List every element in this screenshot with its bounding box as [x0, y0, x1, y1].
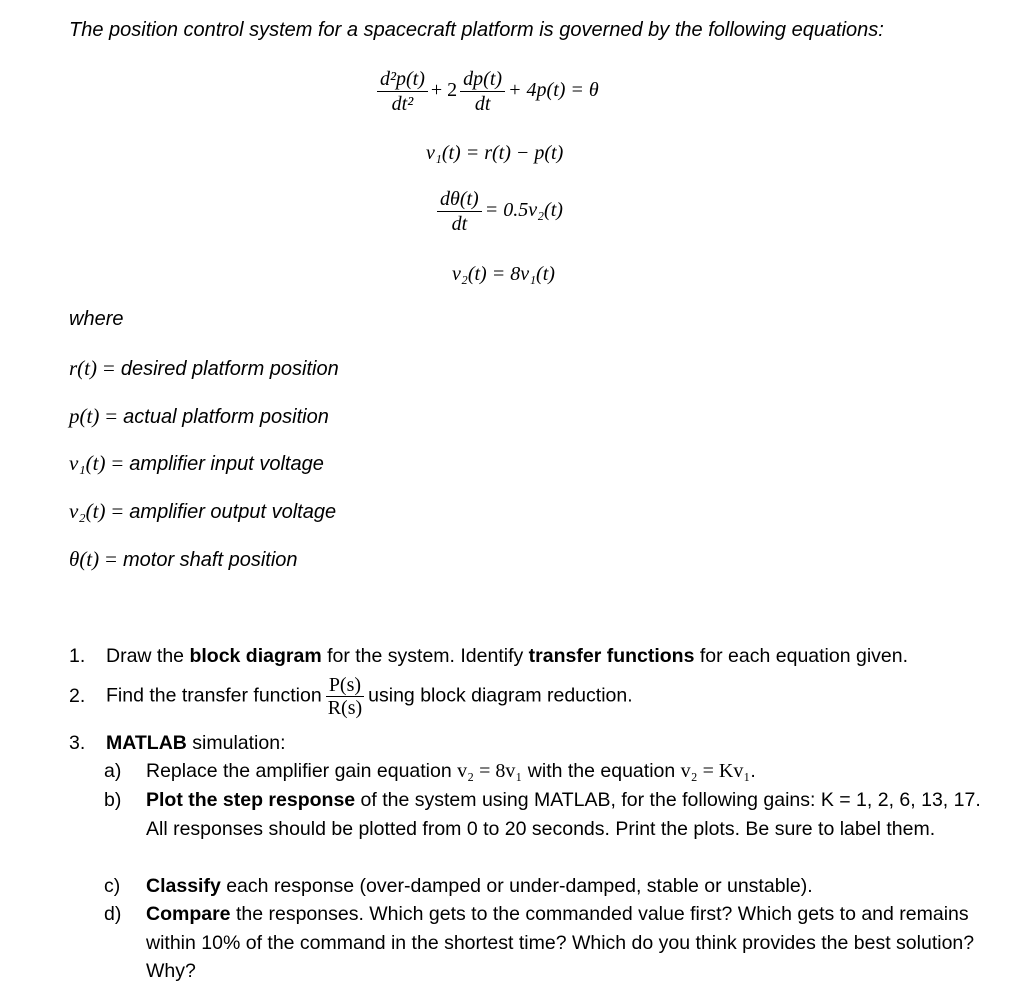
definition-v1 — [69, 451, 324, 476]
definition-p — [69, 404, 329, 429]
eq1-fraction-2 — [460, 67, 505, 116]
def-equals: = — [111, 451, 124, 475]
q3a-text-3: . — [750, 760, 756, 782]
question-3a — [104, 757, 994, 786]
q1-number: 1. — [69, 645, 86, 667]
question-2 — [69, 674, 633, 719]
q3d-body — [146, 900, 986, 986]
equation-2: v₁(t) = r(t) − p(t) — [426, 142, 564, 164]
q3a-math-1: v₂ = 8v₁ — [457, 760, 523, 782]
q3a-text-1: Replace the amplifier gain equation — [146, 760, 458, 782]
question-1 — [69, 642, 908, 670]
q3b-bold: Plot the step response — [146, 789, 356, 811]
equation-4: v₂(t) = 8v₁(t) — [452, 263, 555, 285]
eq1-fraction-1 — [377, 67, 428, 116]
def-symbol: θ(t) — [69, 547, 100, 571]
def-symbol: p(t) — [69, 404, 100, 428]
def-text: amplifier output voltage — [129, 501, 337, 523]
eq1-den2: dt — [474, 93, 491, 115]
q3b-label: b) — [104, 789, 122, 811]
q2-fraction — [326, 674, 364, 719]
q3b-text: of the system using MATLAB, for the following gains: K = 1, 2, 6, 13, 17. All responses should be plotted from 0 to 20 seconds. Print the plots. Be sure to label them. — [146, 789, 981, 840]
q3c-bold: Classify — [146, 875, 221, 897]
def-equals: = — [111, 499, 124, 523]
def-equals: = — [103, 356, 115, 380]
q1-text-2: for the system. Identify — [321, 645, 529, 667]
q3b-body — [146, 786, 986, 843]
def-text: amplifier input voltage — [129, 453, 324, 475]
eq1-num1: d²p(t) — [377, 67, 428, 92]
eq1-mid: + 2 — [430, 79, 458, 102]
q3c-body — [146, 872, 986, 901]
def-symbol: v₁(t) — [69, 451, 106, 475]
eq3-fraction — [437, 187, 482, 236]
q3a-math-2: v₂ = Kv₁ — [680, 760, 751, 782]
def-symbol: r(t) — [69, 356, 97, 380]
q3d-bold: Compare — [146, 903, 231, 925]
equation-1 — [374, 67, 599, 116]
intro-text: The position control system for a spacecraft platform is governed by the following equations: — [69, 19, 884, 41]
def-symbol: v₂(t) — [69, 499, 106, 523]
def-text: desired platform position — [120, 358, 339, 380]
q3-text: simulation: — [186, 732, 286, 754]
q1-bold-2: transfer functions — [528, 645, 695, 667]
q3a-text-2: with the equation — [522, 760, 681, 782]
equation-3 — [434, 187, 563, 236]
eq1-rhs: + 4p(t) = θ — [508, 79, 599, 102]
eq3-rhs: = 0.5v₂(t) — [484, 199, 563, 222]
q3-number: 3. — [69, 732, 86, 754]
q3c-text: each response (over-damped or under-damped, stable or unstable). — [220, 875, 813, 897]
q3d-label: d) — [104, 903, 122, 925]
question-3c — [104, 872, 994, 901]
question-3b — [104, 786, 994, 872]
eq3-num: dθ(t) — [437, 187, 482, 212]
def-equals: = — [105, 404, 118, 428]
q2-frac-num: P(s) — [326, 674, 364, 697]
where-label: where — [69, 308, 124, 330]
q3a-label: a) — [104, 760, 122, 782]
eq1-num2: dp(t) — [460, 67, 505, 92]
q1-bold-1: block diagram — [189, 645, 322, 667]
definition-v2 — [69, 499, 336, 524]
q2-text-1: Find the transfer function — [106, 684, 322, 707]
q2-frac-den: R(s) — [327, 697, 363, 719]
definition-theta — [69, 547, 298, 572]
definition-r — [69, 356, 339, 381]
q3c-label: c) — [104, 875, 121, 897]
eq3-den: dt — [451, 213, 468, 235]
question-3d — [104, 900, 994, 990]
q2-text-2: using block diagram reduction. — [368, 684, 633, 707]
eq1-den1: dt² — [391, 93, 414, 115]
q1-text-1: Draw the — [106, 645, 190, 667]
question-3 — [69, 729, 286, 757]
q3d-text: the responses. Which gets to the commanded value first? Which gets to and remains within 10% of the command in the shortest time? Which do you think provides the best solution? Why? — [146, 903, 975, 983]
def-text: motor shaft position — [122, 549, 298, 571]
q3-bold: MATLAB — [106, 732, 187, 754]
def-text: actual platform position — [123, 406, 329, 428]
q1-text-3: for each equation given. — [694, 645, 909, 667]
q2-number: 2. — [69, 684, 86, 707]
def-equals: = — [105, 547, 117, 571]
q3a-body — [146, 757, 986, 786]
